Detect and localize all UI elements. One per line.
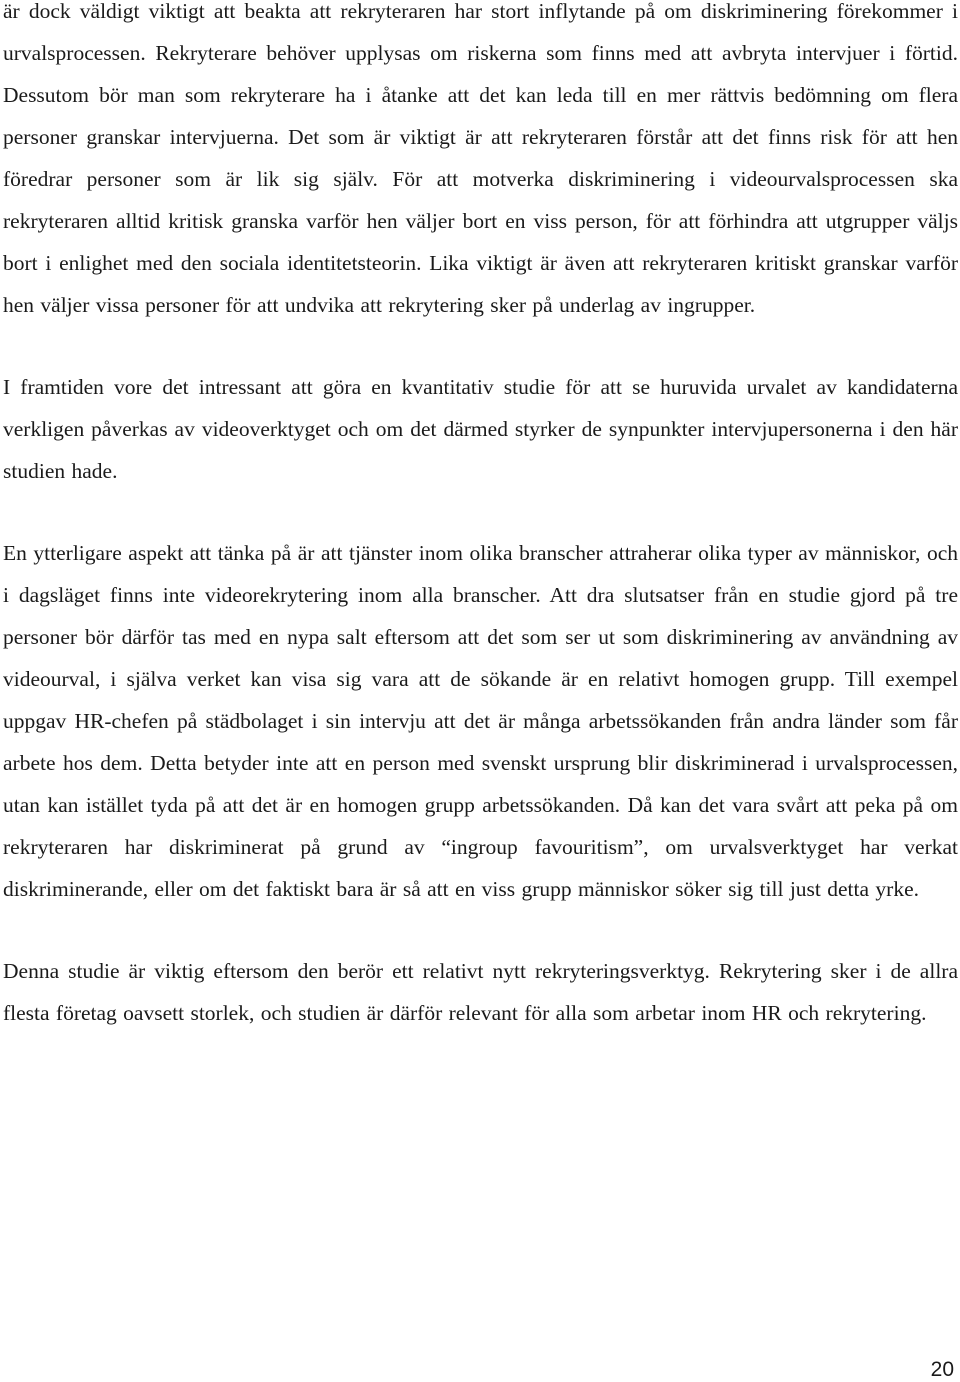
paragraph-studiens-relevans: Denna studie är viktig eftersom den berör ett relativt nytt rekryteringsverktyg. Rekrytering sker i de allra flesta företag oavsett storlek, och studien är därför relevant för alla som arbetar inom HR och rekrytering.	[3, 959, 958, 1025]
paragraph-diskriminering: är dock väldigt viktigt att beakta att rekryteraren har stort inflytande på om diskriminering förekommer i urvalsprocessen. Rekryterare behöver upplysas om riskerna som finns med att avbryta intervjuer i förtid. Dessutom bör man som rekryterare ha i åtanke att det kan leda till en mer rättvis bedömning om flera personer granskar intervjuerna. Det som är viktigt är att rekryteraren förstår att det finns risk för att hen föredrar personer som är lik sig själv. För att motverka diskriminering i videourvalsprocessen ska rekryteraren alltid kritisk granska varför hen väljer bort en viss person, för att förhindra att utgrupper väljs bort i enlighet med den sociala identitetsteorin. Lika viktigt är även att rekryteraren kritiskt granskar varför hen väljer vissa personer för att undvika att rekrytering sker på underlag av ingrupper.	[3, 0, 958, 317]
paragraph-ytterligare-aspekt: En ytterligare aspekt att tänka på är att tjänster inom olika branscher attraherar olika typer av människor, och i dagsläget finns inte videorekrytering inom alla branscher. Att dra slutsatser från en studie gjord på tre personer bör därför tas med en nypa salt eftersom att det som ser ut som diskriminering av användning av videourval, i själva verket kan visa sig vara att de sökande är en relativt homogen grupp. Till exempel uppgav HR-chefen på städbolaget i sin intervju att det är många arbetssökanden från andra länder som får arbete hos dem. Detta betyder inte att en person med svenskt ursprung blir diskriminerad i urvalsprocessen, utan kan istället tyda på att det är en homogen grupp arbetssökanden. Då kan det vara svårt att peka på om rekryteraren har diskriminerat på grund av “ingroup favouritism”, om urvalsverktyget har verkat diskriminerande, eller om det faktiskt bara är så att en viss grupp människor söker sig till just detta yrke.	[3, 541, 958, 901]
paragraph-framtida-studie: I framtiden vore det intressant att göra en kvantitativ studie för att se huruvida urvalet av kandidaterna verkligen påverkas av videoverktyget och om det därmed styrker de synpunkter intervjupersonerna i den här studien hade.	[3, 375, 958, 483]
page-number: 20	[930, 1358, 954, 1381]
document-page	[3, 0, 958, 1034]
